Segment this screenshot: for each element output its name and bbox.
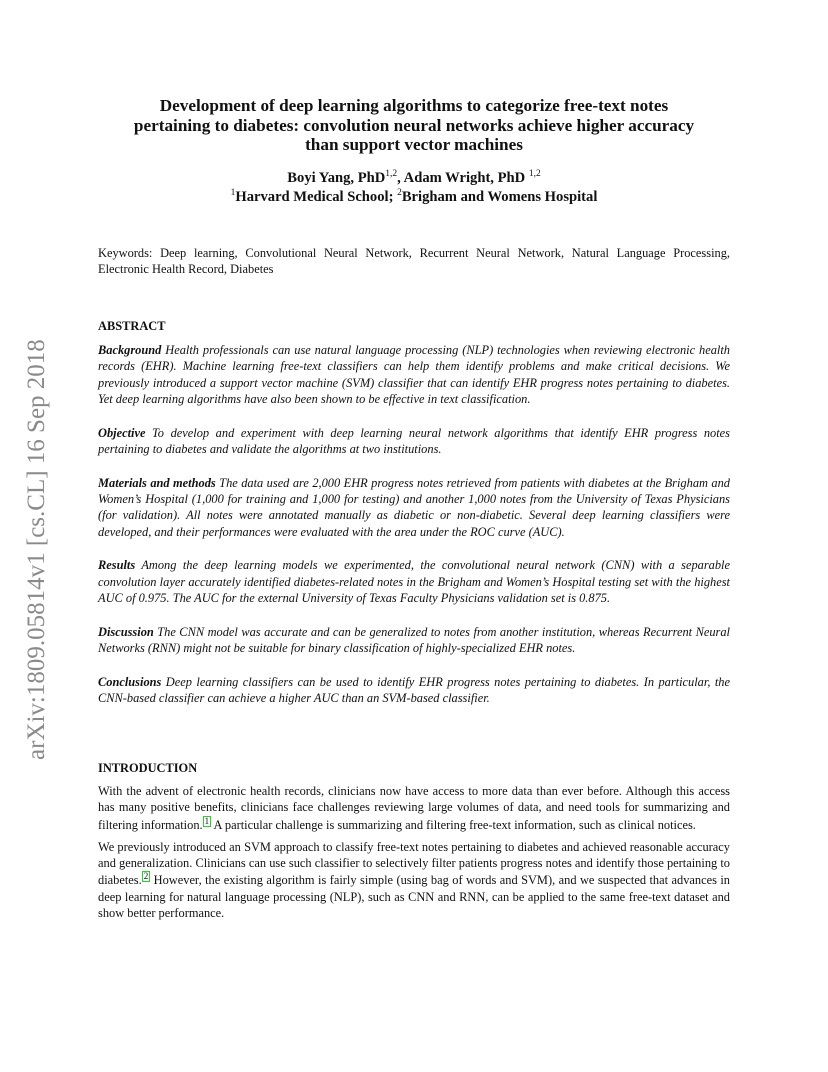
introduction-body (98, 783, 730, 927)
citation-link[interactable]: 2 (143, 871, 149, 882)
abstract-text: Deep learning classifiers can be used to identify EHR progress notes pertaining to diabetes. In particular, the CNN-based classifier can achieve a higher AUC than an SVM-based classifier. (98, 674, 730, 706)
abstract-methods (98, 475, 730, 540)
author-name: Boyi Yang, PhD (287, 170, 386, 186)
citation-link[interactable]: 1 (204, 815, 210, 826)
abstract-label: Materials and methods (98, 475, 216, 490)
abstract-heading: ABSTRACT (98, 319, 166, 333)
intro-text: However, the existing algorithm is fairly simple (using bag of words and SVM), and we suspected that advances in deep learning for natural language processing (NLP), such as CNN and RNN, can be applied to the same free-text dataset and show better performance. (98, 873, 730, 921)
arxiv-id-text: arXiv:1809.05814v1 [cs.CL] 16 Sep 2018 (23, 339, 50, 760)
title-line: than support vector machines (305, 135, 523, 154)
abstract-text: The CNN model was accurate and can be generalized to notes from another institution, whereas Recurrent Neural Networks (RNN) might not be suitable for binary classification of highly-specialized EHR notes. (98, 624, 730, 656)
author-name: Adam Wright, PhD (403, 170, 529, 186)
abstract-results (98, 557, 730, 606)
affiliations (98, 188, 730, 207)
affiliation: Brigham and Womens Hospital (401, 189, 598, 205)
intro-text: A particular challenge is summarizing and filtering free-text information, such as clinical notices. (211, 817, 696, 832)
affiliation-marker: 2 (397, 188, 402, 198)
abstract-text: Among the deep learning models we experimented, the convolutional neural network (CNN) with a separable convolution layer accurately identified diabetes-related notes in the Brigham and Women’s Hospital testing set with the highest AUC of 0.975. The AUC for the external University of Texas Faculty Physicians validation set is 0.875. (98, 558, 730, 606)
intro-paragraph (98, 783, 730, 833)
abstract-body (98, 342, 730, 724)
arxiv-margin-identifier (21, 290, 53, 760)
abstract-objective (98, 425, 730, 458)
abstract-label: Objective (98, 425, 146, 440)
intro-paragraph (98, 839, 730, 921)
author-block (98, 169, 730, 207)
abstract-text: The data used are 2,000 EHR progress notes retrieved from patients with diabetes at the Brigham and Women’s Hospital (1,000 for training and 1,000 for testing) and another 1,000 notes from the University of Texas Physicians (for validation). All notes were annotated manually as diabetic or non-diabetic. Several deep learning classifiers were developed, and their performances were evaluated with the area under the ROC curve (AUC). (98, 475, 730, 539)
abstract-label: Conclusions (98, 674, 162, 689)
affiliation-marker: 1 (230, 188, 236, 198)
title-line: pertaining to diabetes: convolution neural networks achieve higher accuracy (133, 115, 695, 135)
abstract-text: To develop and experiment with deep learning neural network algorithms that identify EHR progress notes pertaining to diabetes and validate the algorithms at two institutions. (98, 425, 730, 456)
keywords: Keywords: Deep learning, Convolutional Neural Network, Recurrent Neural Network, Natural Language Processing, Electronic Health Record, Diabetes (98, 246, 730, 277)
title-line: Development of deep learning algorithms to categorize free-text notes (159, 96, 669, 115)
author-affiliation-marker: 1,2 (385, 169, 398, 179)
intro-text: With the advent of electronic health records, clinicians now have access to more data than ever before. Although this access has many positive benefits, clinicians face challenges reviewing large volumes of data, and need tools for summarizing and filtering information. (98, 784, 730, 832)
author-names (98, 169, 730, 188)
author-affiliation-marker: 1,2 (528, 169, 541, 179)
abstract-background (98, 342, 730, 407)
abstract-text: Health professionals can use natural language processing (NLP) technologies when reviewing electronic health records (EHR). Machine learning free-text classifiers can help them identify problems and make critical decisions. We previously introduced a support vector machine (SVM) classifier that can identify EHR progress notes pertaining to diabetes. Yet deep learning algorithms have also been shown to be effective in text classification. (98, 343, 730, 406)
introduction-heading: INTRODUCTION (98, 761, 198, 775)
abstract-label: Discussion (98, 624, 154, 639)
author-separator: , (397, 170, 404, 186)
paper-title (98, 96, 730, 155)
intro-text: We previously introduced an SVM approach to classify free-text notes pertaining to diabetes and achieved reasonable accuracy and generalization. Clinicians can use such classifier to selectively filter patients progress notes and identify those pertaining to diabetes. (98, 839, 730, 888)
affiliation: Harvard Medical School; (235, 189, 398, 205)
abstract-label: Results (98, 558, 136, 573)
abstract-label: Background (98, 343, 162, 357)
abstract-discussion (98, 624, 730, 657)
abstract-conclusions (98, 674, 730, 707)
